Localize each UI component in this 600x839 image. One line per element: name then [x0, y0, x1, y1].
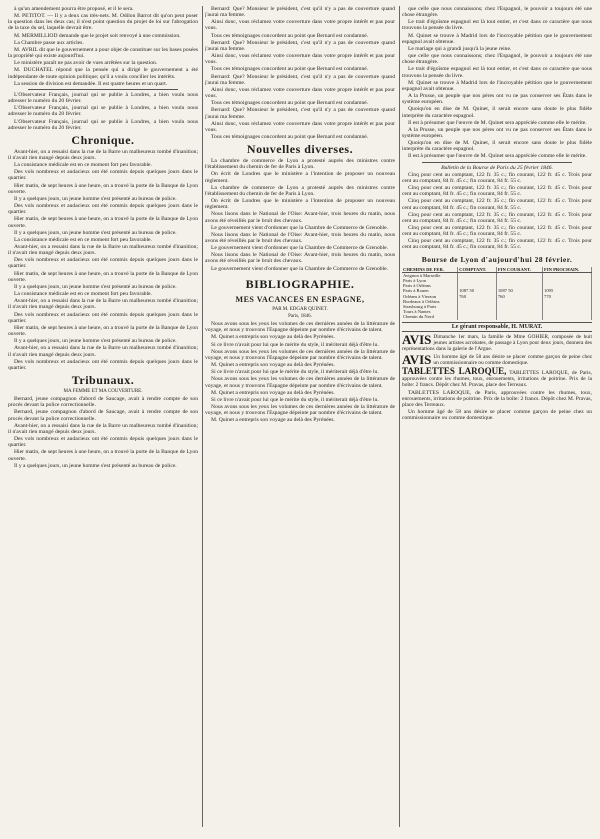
paragraph: Nous avons sous les yeux les volumes de ces dernières années de la littérature de voyage, et nous y trouvons l'Espagne dépeinte par nombre d'écrivains de talent. — [205, 348, 395, 361]
table-cell: Strasbourg à Paris — [402, 304, 458, 309]
paragraph: On écrit de Londres que le ministère a l'intention de proposer un nouveau règlement. — [205, 171, 395, 184]
paragraph: La consistance médicale est en ce moment fort peu favorable. — [14, 236, 152, 243]
paragraph: Hier matin, de sept heures à une heure, on a trouvé la porte de la Banque de Lyon ouverte. — [8, 270, 198, 283]
paragraph: Nous avons sous les yeux les volumes de ces dernières années de la littérature de voyage, et nous y trouvons l'Espagne dépeinte par nombre d'écrivains de talent. — [205, 321, 395, 334]
ad-text: TABLETTES LAROQUE, de Paris, approuvées contre les rhumes, toux, enrouements, irritations de poitrine. Prix de la boîte: 2 francs. Dépôt chez M. Pravas, place des Terreaux. — [402, 369, 592, 388]
paragraph: Avant-hier, on a ressaisi dans la rue de la Barre un malheureux tombé d'inanition; il n'avait rien mangé depuis deux jours. — [8, 345, 198, 358]
table-cell: 1087 50 — [496, 288, 542, 293]
paragraph: M. Quinet a entrepris son voyage au delà des Pyrénées. — [211, 362, 335, 369]
table-cell: Avignon à Marseille — [402, 272, 458, 278]
paragraph: Des vols nombreux et audacieux ont été commis depuis quelques jours dans le quartier. — [8, 436, 198, 449]
paragraph: Il y a quelques jours, un jeune homme s'est présenté au bureau de police. — [14, 462, 177, 469]
paragraph: L'Observateur Français, journal qui se publie à Londres, a bien voulu nous adresser le numéro du 20 février. — [8, 118, 198, 131]
divider — [422, 162, 572, 163]
paragraph: Il est à présumer que l'œuvre de M. Quinet sera appréciée comme elle le mérite. — [408, 119, 587, 126]
paragraph: Il y a quelques jours, un jeune homme s'est présenté au bureau de police. — [14, 338, 177, 345]
paragraph: Il y a quelques jours, un jeune homme s'est présenté au bureau de police. — [14, 283, 177, 290]
paragraph: Nous avons sous les yeux les volumes de ces dernières années de la littérature de voyage, et nous y trouvons l'Espagne dépeinte par nombre d'écrivains de talent. — [205, 403, 395, 417]
advertisement — [402, 351, 592, 367]
paragraph: Le trait d'égoïsme espagnol est là tout entier, et c'est dans ce caractère que nous trouvons la pensée du livre. — [402, 19, 592, 32]
paragraph: Il y a quelques jours, un jeune homme s'est présenté au bureau de police. — [14, 195, 177, 202]
paragraph: Nous lisons dans le National de l'Oise: Avant-hier, trois heures du matin, nous avons été réveillés par le bruit des chevaux. — [205, 231, 395, 244]
bourse-paris-text: Cinq pour cent au comptant, 122 fr. 35 c.; fin courant, 122 fr. 45 c. Trois pour cent au comptant, 84 fr. 45 c.; fin courant, 84 fr. 55 c. — [402, 171, 592, 184]
table-cell: 760 — [496, 294, 542, 299]
table-cell: 760 — [458, 294, 497, 299]
book-place: Paris, 1846. — [288, 313, 312, 319]
bourse-paris-title: Bulletin de la Bourse de Paris du 25 février 1846. — [441, 164, 553, 171]
section-title-tribunaux: Tribunaux. — [71, 372, 135, 387]
paragraph: M. Quinet a entrepris son voyage au delà des Pyrénées. — [211, 389, 335, 396]
table-cell — [496, 314, 542, 319]
paragraph: A la Prusse, un peuple que nos pères ont vu ne pas conserver ses États dans le système européen. — [402, 93, 592, 106]
paragraph: La consistance médicale est en ce moment fort peu favorable. — [14, 291, 152, 298]
column-divider — [202, 6, 203, 827]
paragraph: La chambre de commerce de Lyon a protesté auprès des ministres contre l'établissement du chemin de fer de Paris à Lyon. — [205, 158, 395, 171]
newspaper-page — [8, 6, 592, 827]
table-cell: Orléans à Vierzon — [402, 294, 458, 299]
paragraph: Il y a quelques jours, un jeune homme s'est présenté au bureau de police. — [14, 229, 177, 236]
table-cell — [458, 314, 497, 319]
ad-heading: TABLETTES LAROQUE, — [402, 365, 507, 376]
table-cell — [543, 314, 592, 319]
paragraph: Avant-hier, on a ressaisi dans la rue de la Barre un malheureux tombé d'inanition; il n'avait rien mangé depuis deux jours. — [8, 422, 198, 435]
table-header: FIN PROCHAIN. — [543, 267, 592, 273]
bourse-lyon-table — [402, 267, 592, 320]
column-1 — [8, 6, 198, 827]
paragraph: M. Quinet se trouve à Madrid lors de l'incroyable pétition que le gouvernement espagnol avait obtenue. — [402, 79, 592, 92]
paragraph: Des vols nombreux et audacieux ont été commis depuis quelques jours dans le quartier. — [8, 169, 198, 182]
paragraph: A la Prusse, un peuple que nos pères ont vu ne pas conserver ses États dans le système européen. — [402, 126, 592, 139]
paragraph: Tous ces témoignages concordent au point que Bernard est condamné. — [211, 66, 369, 73]
paragraph: La consistance médicale est en ce moment fort peu favorable. — [14, 162, 152, 169]
bourse-paris-text: Cinq pour cent au comptant, 122 fr. 35 c.; fin courant, 122 fr. 45 c. Trois pour cent au comptant, 84 fr. 45 c.; fin courant, 84 fr. 55 c. — [402, 198, 592, 211]
column-2 — [205, 6, 395, 827]
table-cell: 1087 50 — [458, 288, 497, 293]
paragraph: Il est à présumer que l'œuvre de M. Quinet sera appréciée comme elle le mérite. — [408, 153, 587, 160]
book-author: PAR M. EDGAR QUINET. — [272, 306, 328, 312]
table-cell: Chemin du Nord — [402, 314, 458, 319]
paragraph: Tous ces témoignages concordent au point que Bernard est condamné. — [211, 32, 369, 39]
paragraph: Un homme âgé de 58 ans désire se placer comme garçon de peine chez un commissionnaire ou comme domestique. — [402, 409, 592, 422]
paragraph: Si ce livre n'avait pour lui que le mérite du style, il mériterait déjà d'être lu. — [211, 341, 379, 348]
paragraph: Hier matin, de sept heures à une heure, on a trouvé la porte de la Banque de Lyon ouverte. — [8, 324, 198, 338]
paragraph: Bernard, jeune compagnon d'abord de Saucage, avait à rendre compte de son procès devant la police correctionnelle. — [8, 396, 198, 409]
gerant-line: Le gérant responsable, H. MURAT. — [402, 322, 592, 332]
paragraph: Des vols nombreux et audacieux ont été commis depuis quelques jours dans le quartier. — [8, 311, 198, 324]
ad-text: Dimanche 1er mars, la famille de Mme GOHIER, composée de huit jeunes artistes acrobates, de passage à Lyon pour deux jours, donnera des représentations dans la galerie de l'Argue. — [402, 333, 592, 352]
paragraph: Avant-hier, on a ressaisi dans la rue de la Barre un malheureux tombé d'inanition; il n'avait rien mangé depuis deux jours. — [8, 148, 198, 161]
paragraph: Si ce livre n'avait pour lui que le mérite du style, il mériterait déjà d'être lu. — [211, 369, 379, 376]
paragraph: Le gouvernement vient d'ordonner que la Chambre de Commerce de Grenoble. — [211, 224, 388, 231]
tribunal-subtitle: MA FEMME ET MA COUVERTURE. — [63, 388, 143, 394]
section-title-chronique: Chronique. — [71, 132, 135, 147]
column-divider — [399, 6, 400, 827]
paragraph: Quoiqu'on en dise de M. Quinet, il serait encore sans doute le plus fidèle interprète du caractère espagnol. — [402, 140, 592, 153]
paragraph: Le trait d'égoïsme espagnol est là tout entier, et c'est dans ce caractère que nous trouvons la pensée du livre. — [402, 66, 592, 79]
paragraph: Hier matin, de sept heures à une heure, on a trouvé la porte de la Banque de Lyon ouverte. — [8, 449, 198, 462]
paragraph: Ainsi donc, vous réclamez votre couverture dans votre propre intérêt et pas pour vous. — [205, 53, 395, 66]
paragraph: Avant-hier, on a ressaisi dans la rue de la Barre un malheureux tombé d'inanition; il n'avait rien mangé depuis deux jours. — [8, 244, 198, 257]
paragraph: Des vols nombreux et audacieux ont été commis depuis quelques jours dans le quartier. — [8, 257, 198, 270]
paragraph: M. Quinet a entrepris son voyage au delà des Pyrénées. — [211, 334, 335, 341]
paragraph: Le gouvernement vient d'ordonner que la Chambre de Commerce de Grenoble. — [211, 245, 388, 252]
paragraph: M. Quinet se trouve à Madrid lors de l'incroyable pétition que le gouvernement espagnol avait obtenue. — [402, 32, 592, 45]
paragraph: que celle que nous connaissons; chez l'Espagnol, le pouvoir a toujours été une chose étrangère. — [402, 6, 592, 19]
paragraph: L'Observateur Français, journal qui se publie à Londres, a bien voulu nous adresser le numéro du 20 février. — [8, 91, 198, 105]
paragraph: Bernard: Que? Monsieur le président, c'est qu'il n'y a pas de couverture quand j'aurai ma femme. — [205, 107, 395, 120]
paragraph: M. AVRIL dit que le gouvernement a pour objet de constituer sur les bases posées la propriété qui existe aujourd'hui. — [8, 46, 198, 60]
paragraph: Nous lisons dans le National de l'Oise: Avant-hier, trois heures du matin, nous avons été réveillés par le bruit des chevaux. — [205, 252, 395, 265]
paragraph: M. Quinet a entrepris son voyage au delà des Pyrénées. — [211, 417, 335, 424]
bourse-paris-text: Cinq pour cent au comptant, 122 fr. 35 c.; fin courant, 122 fr. 45 c. Trois pour cent au comptant, 84 fr. 45 c.; fin courant, 84 fr. 55 c. — [402, 238, 592, 251]
bourse-paris-text: Cinq pour cent au comptant, 122 fr. 35 c.; fin courant, 122 fr. 45 c. Trois pour cent au comptant, 84 fr. 45 c.; fin courant, 84 fr. 55 c. — [402, 211, 592, 224]
table-cell: Paris à Orléans — [402, 283, 458, 288]
paragraph: Le mariage qui a grandi jusqu'à la jeune reine. — [408, 45, 512, 52]
paragraph: La session de division est demandée. Il est quatre heures et un quart. — [14, 80, 168, 87]
table-header: CHEMINS DE FER. — [402, 267, 458, 273]
bourse-lyon-title: Bourse de Lyon d'aujourd'hui 28 février. — [421, 254, 573, 264]
paragraph: Le gouvernement vient d'ordonner que la Chambre de Commerce de Grenoble. — [211, 265, 388, 272]
advertisement-tablettes — [402, 365, 592, 388]
paragraph: Avant-hier, on a ressaisi dans la rue de la Barre un malheureux tombé d'inanition; il n'avait rien mangé depuis deux jours. — [8, 298, 198, 311]
table-cell: Paris à Rouen — [402, 288, 458, 293]
paragraph: Tous ces témoignages concordent au point que Bernard est condamné. — [211, 100, 369, 107]
table-cell: Paris à Lyon — [402, 278, 458, 283]
table-cell: 1095 — [543, 288, 592, 293]
column-3 — [402, 6, 592, 827]
paragraph: Des vols nombreux et audacieux ont été commis depuis quelques jours dans le quartier. — [8, 203, 198, 216]
paragraph: M. PETITOT. — Il y a deux cas très-nets. M. Odilon Barrot dit qu'on peut poser la question dans les deux cas; il n'est point question du projet de loi sur l'abrogation de la taxe du sel, laquelle devrait être. — [8, 13, 198, 32]
paragraph: Ainsi donc, vous réclamez votre couverture dans votre propre intérêt et pas pour vous. — [205, 19, 395, 32]
table-row — [402, 314, 592, 319]
ad-text: Un homme âgé de 58 ans désire se placer comme garçon de peine chez un commissionnaire ou comme domestique. — [433, 353, 592, 366]
paragraph: M. MERMILLIOD demande que le projet soit renvoyé à une commission. — [14, 32, 181, 39]
paragraph: Hier matin, de sept heures à une heure, on a trouvé la porte de la Banque de Lyon ouverte. — [8, 216, 198, 229]
paragraph: à qu'un amendement pourra être proposé, et il le sera. — [14, 6, 134, 12]
divider — [28, 89, 178, 90]
table-cell: 770 — [543, 294, 592, 299]
advertisement — [402, 331, 592, 352]
paragraph: Ainsi donc, vous réclamez votre couverture dans votre propre intérêt et pas pour vous. — [205, 120, 395, 133]
paragraph: Des vols nombreux et audacieux ont été commis depuis quelques jours dans le quartier. — [8, 358, 198, 371]
paragraph: On écrit de Londres que le ministère a l'intention de proposer un nouveau règlement. — [205, 198, 395, 211]
paragraph: M. DUCHATEL répond que la pensée qui a dirigé le gouvernement a été indépendante de toute opinion politique; qu'il a voulu concilier les intérêts. — [8, 67, 198, 80]
paragraph: L'Observateur Français, journal qui se publie à Londres, a bien voulu nous adresser le numéro du 20 février. — [8, 105, 198, 118]
paragraph: Si ce livre n'avait pour lui que le mérite du style, il mériterait déjà d'être lu. — [211, 396, 379, 403]
paragraph: Hier matin, de sept heures à une heure, on a trouvé la porte de la Banque de Lyon ouverte. — [8, 182, 198, 195]
bourse-paris-text: Cinq pour cent au comptant, 122 fr. 35 c.; fin courant, 122 fr. 45 c. Trois pour cent au comptant, 84 fr. 45 c.; fin courant, 84 fr. 55 c. — [402, 225, 592, 238]
table-header: FIN COURANT. — [496, 267, 542, 273]
book-title: MES VACANCES EN ESPAGNE, — [235, 294, 365, 304]
bourse-paris-text: Cinq pour cent au comptant, 122 fr. 35 c.; fin courant, 122 fr. 45 c. Trois pour cent au comptant, 84 fr. 45 c.; fin courant, 84 fr. 55 c. — [402, 185, 592, 198]
paragraph: TABLETTES LAROQUE, de Paris, approuvées contre les rhumes, toux, enrouements, irritations de poitrine. Prix de la boîte: 2 francs. Dépôt chez M. Pravas, place des Terreaux. — [402, 389, 592, 409]
section-title-bibliographie: BIBLIOGRAPHIE. — [245, 276, 355, 291]
table-cell: Tours à Nantes — [402, 309, 458, 314]
paragraph: Bernard: Que? Monsieur le président, c'est qu'il n'y a pas de couverture quand j'aurai ma femme. — [205, 39, 395, 52]
paragraph: Bernard: Que? Monsieur le président, c'est qu'il n'y a pas de couverture quand j'aurai ma femme. — [205, 6, 395, 19]
paragraph: La chambre de commerce de Lyon a protesté auprès des ministres contre l'établissement du chemin de fer de Paris à Lyon. — [205, 184, 395, 197]
ad-initial: AVIS — [402, 351, 432, 367]
paragraph: Nous lisons dans le National de l'Oise: Avant-hier, trois heures du matin, nous avons été réveillés par le bruit des chevaux. — [205, 211, 395, 224]
table-header: COMPTANT. — [458, 267, 497, 273]
table-cell: Bordeaux à Orléans — [402, 299, 458, 304]
paragraph: Tous ces témoignages concordent au point que Bernard est condamné. — [211, 133, 369, 140]
paragraph: Bernard, jeune compagnon d'abord de Saucage, avait à rendre compte de son procès devant la police correctionnelle. — [8, 409, 198, 422]
paragraph: La Chambre passe aux articles. — [14, 39, 84, 46]
ad-initial: AVIS — [402, 331, 432, 347]
paragraph: Nous avons sous les yeux les volumes de ces dernières années de la littérature de voyage, et nous y trouvons l'Espagne dépeinte par nombre d'écrivains de talent. — [205, 376, 395, 389]
section-title-nouvelles: Nouvelles diverses. — [246, 142, 354, 157]
paragraph: Bernard: Que? Monsieur le président, c'est qu'il n'y a pas de couverture quand j'aurai ma femme. — [205, 73, 395, 86]
paragraph: Ainsi donc, vous réclamez votre couverture dans votre propre intérêt et pas pour vous. — [205, 86, 395, 100]
paragraph: que celle que nous connaissons; chez l'Espagnol, le pouvoir a toujours été une chose étrangère. — [402, 53, 592, 66]
paragraph: Le ministère paraît ne pas avoir de vues arrêtées sur la question. — [14, 60, 158, 67]
paragraph: Quoiqu'on en dise de M. Quinet, il serait encore sans doute le plus fidèle interprète du caractère espagnol. — [402, 106, 592, 119]
